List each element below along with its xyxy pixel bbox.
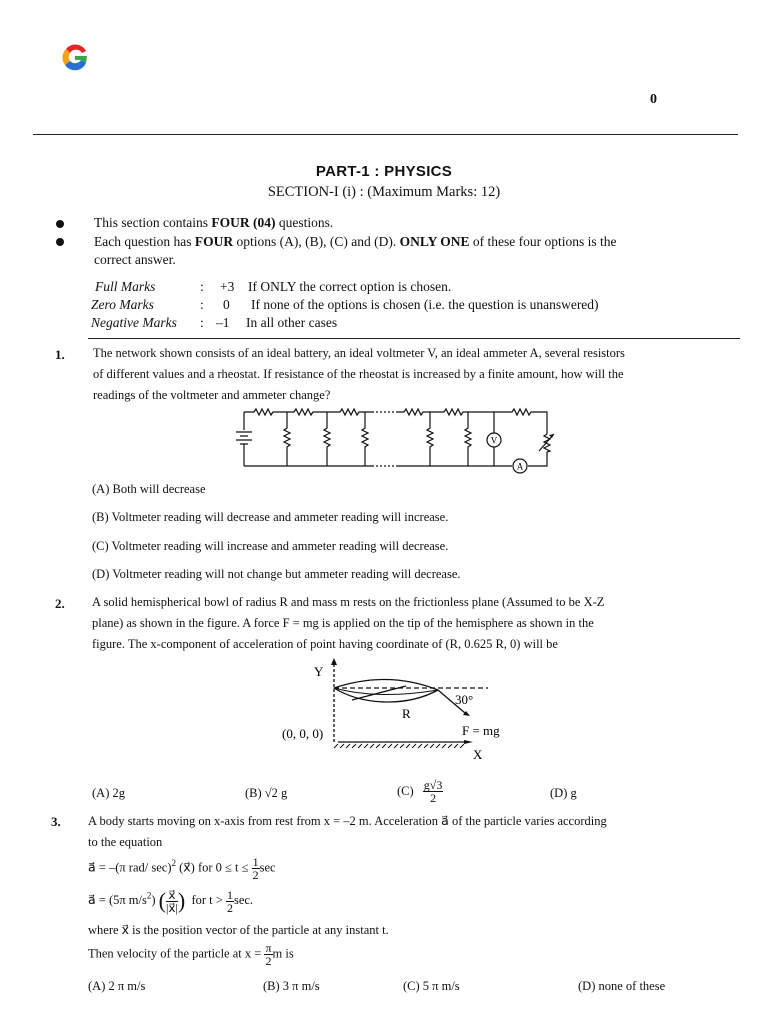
eq-text: m is	[272, 946, 294, 961]
fraction	[226, 889, 234, 914]
ammeter-label: A	[516, 461, 524, 472]
option-label: (B)	[245, 786, 265, 800]
option-c[interactable]: (C) 5 π m/s	[403, 979, 460, 993]
instruction-text: questions.	[275, 215, 334, 230]
marks-value: 0	[223, 297, 230, 312]
marks-sep: :	[200, 279, 204, 294]
option-a[interactable]: (A) 2 π m/s	[88, 979, 146, 993]
fraction-numerator: x⃗	[166, 889, 178, 902]
page-number: 0	[650, 92, 657, 107]
radius-label: R	[402, 706, 411, 721]
option-a[interactable]: (A) 2g	[92, 786, 125, 800]
origin-label: (0, 0, 0)	[282, 726, 324, 741]
fraction	[166, 889, 178, 914]
instruction-bold: FOUR	[194, 234, 234, 249]
question-number: 1.	[55, 347, 65, 362]
instruction-bold: ONLY ONE	[399, 234, 470, 249]
option-label: (C)	[397, 784, 414, 798]
question-line: A solid hemispherical bowl of radius R and mass m rests on the frictionless plane (Assumed to be X-Z	[92, 595, 605, 609]
eq-sup: 2	[146, 890, 152, 901]
instruction-text: Each question has	[94, 234, 195, 249]
equation-2: a⃗ = (5π $m/s^2$) ( $\frac{x⃗}{|x⃗|}$ ) for t > $\frac{1}{2}$ sec.	[88, 887, 254, 915]
fraction-numerator: 1	[252, 855, 259, 869]
eq-text: a⃗ = –(π rad/ sec)	[88, 860, 172, 875]
question-1-text	[93, 343, 705, 406]
then-line	[88, 942, 294, 967]
option-c[interactable]	[397, 779, 443, 804]
where-line: where x⃗ is the position vector of the particle at any instant t.	[88, 923, 389, 937]
fraction	[423, 779, 444, 804]
fraction-denominator: |x⃗|	[166, 900, 178, 915]
fraction-denominator: 2	[430, 791, 437, 805]
bullet-icon	[56, 220, 64, 228]
equation-1	[88, 856, 276, 881]
question-number: 2.	[55, 596, 65, 611]
marks-sep: :	[200, 297, 204, 312]
option-unit: g	[277, 786, 288, 800]
fraction-numerator: π	[265, 941, 272, 955]
fraction-denominator: 2	[226, 900, 233, 915]
fraction-numerator: 1	[226, 887, 233, 902]
circuit-diagram	[232, 404, 562, 480]
fraction-numerator: g√3	[423, 778, 443, 792]
fraction	[264, 942, 272, 967]
sqrt-value: √2	[264, 786, 278, 800]
bullet-icon	[56, 238, 64, 246]
instruction-text: This section contains	[94, 215, 212, 230]
instruction-2-continued: correct answer.	[94, 252, 176, 267]
option-d[interactable]: (D) g	[550, 786, 577, 800]
section-divider	[88, 338, 740, 339]
force-label: F = mg	[462, 723, 500, 738]
question-line: readings of the voltmeter and ammeter change?	[93, 388, 331, 402]
voltmeter-label: V	[490, 435, 498, 446]
option-d[interactable]: (D) Voltmeter reading will not change but ammeter reading will decrease.	[92, 567, 461, 581]
marks-value: –1	[216, 315, 230, 330]
eq-text: Then velocity of the particle at x =	[88, 946, 265, 961]
angle-label: 30°	[455, 692, 474, 707]
option-a[interactable]: (A) Both will decrease	[92, 482, 206, 496]
marks-value: +3	[220, 279, 235, 294]
eq-text: (x⃗) for 0 ≤ t ≤	[176, 860, 252, 875]
option-c[interactable]: (C) Voltmeter reading will increase and ammeter reading will decrease.	[92, 539, 449, 553]
part-title: PART-1 : PHYSICS	[315, 163, 453, 180]
header-divider	[33, 134, 738, 135]
eq-sup: 2	[171, 858, 176, 869]
marks-desc: If ONLY the correct option is chosen.	[248, 279, 452, 294]
fraction-denominator: 2	[265, 954, 272, 968]
question-number: 3.	[51, 814, 61, 829]
option-d[interactable]: (D) none of these	[578, 979, 666, 993]
marks-label: Negative Marks	[91, 315, 177, 330]
question-line: of different values and a rheostat. If resistance of the rheostat is increased by a finite amount, how will the	[93, 367, 624, 381]
y-axis-label: Y	[314, 664, 324, 679]
eq-text: )	[151, 892, 156, 907]
section-title: SECTION-I (i) : (Maximum Marks: 12)	[267, 184, 501, 200]
option-b[interactable]	[245, 786, 287, 801]
brand-logo	[60, 42, 90, 72]
instruction-text: options (A), (B), (C) and (D).	[233, 234, 400, 249]
marks-label: Zero Marks	[91, 297, 154, 312]
question-3-text	[88, 811, 700, 853]
question-line: The network shown consists of an ideal battery, an ideal voltmeter V, an ideal ammeter A, several resistors	[93, 346, 625, 360]
instruction-text: of these four options is the	[469, 234, 617, 249]
x-axis-label: X	[473, 747, 483, 762]
eq-text: sec	[259, 860, 276, 875]
instruction-1	[94, 214, 333, 232]
question-line: figure. The x-component of acceleration of point having coordinate of (R, 0.625 R, 0) will be	[92, 637, 558, 651]
marks-sep: :	[200, 315, 204, 330]
question-line: A body starts moving on x-axis from rest from x = –2 m. Acceleration a⃗ of the particle varies according	[88, 814, 607, 828]
marks-desc: In all other cases	[246, 315, 338, 330]
marks-desc: If none of the options is chosen (i.e. the question is unanswered)	[251, 297, 599, 312]
question-2-text	[92, 592, 703, 655]
option-b[interactable]: (B) 3 π m/s	[263, 979, 320, 993]
instruction-bold: FOUR (04)	[211, 215, 276, 230]
option-b[interactable]: (B) Voltmeter reading will decrease and ammeter reading will increase.	[92, 510, 449, 524]
instruction-2	[94, 233, 700, 251]
question-line: to the equation	[88, 835, 163, 849]
marks-label: Full Marks	[95, 279, 156, 294]
fraction	[252, 856, 260, 881]
eq-text: sec.	[233, 892, 254, 907]
question-line: plane) as shown in the figure. A force F = mg is applied on the tip of the hemisphere as shown in the	[92, 616, 594, 630]
eq-text: a⃗ = (5π m/s	[88, 892, 147, 907]
fraction-denominator: 2	[252, 868, 259, 882]
eq-text: for t >	[191, 892, 226, 907]
hemisphere-diagram	[278, 658, 518, 764]
